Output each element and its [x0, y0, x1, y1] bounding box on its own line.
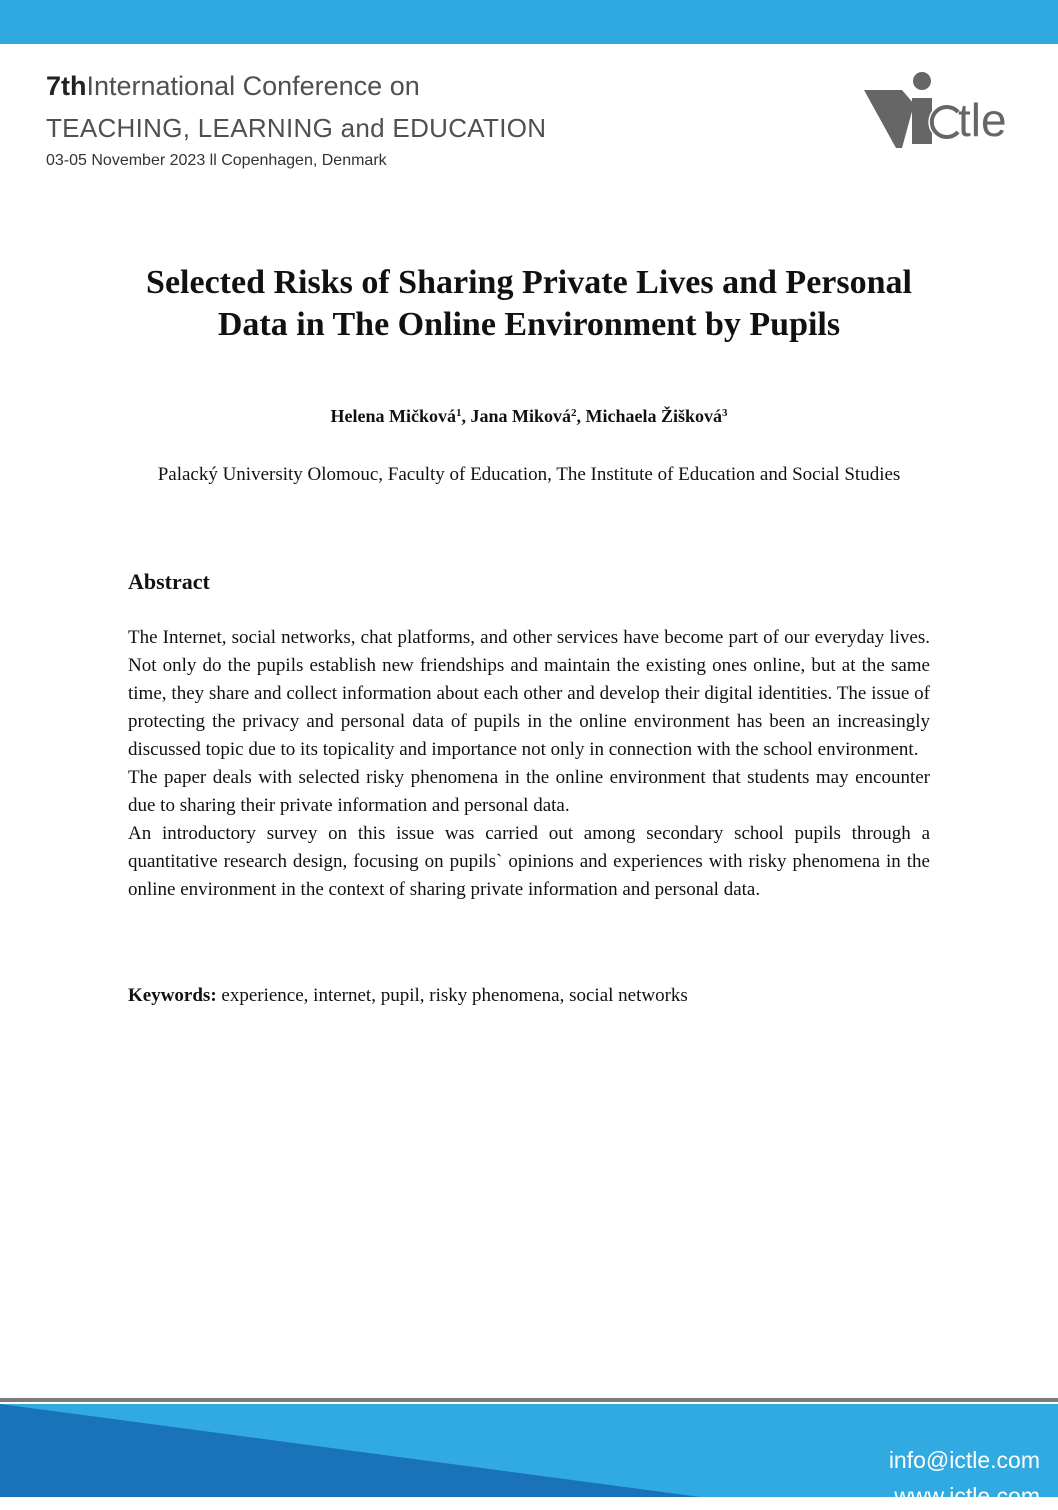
- keywords-list: experience, internet, pupil, risky phenomena, social networks: [221, 985, 688, 1006]
- conference-ordinal: 7th: [46, 71, 87, 101]
- conference-dates-location: 03-05 November 2023 ll Copenhagen, Denmark: [46, 152, 387, 169]
- keywords-label: Keywords:: [128, 985, 217, 1006]
- top-banner-bar: [0, 0, 1058, 44]
- author-name: Jana Miková: [470, 406, 571, 426]
- author-affiliation-index: 2: [570, 407, 577, 419]
- ictle-logo: [862, 70, 1037, 150]
- footer-email[interactable]: info@ictle.com: [888, 1447, 1040, 1473]
- abstract-paragraph: The paper deals with selected risky phenomena in the online environment that students may encounter due to sharing their private information and personal data.: [128, 767, 930, 816]
- author-affiliation: Palacký University Olomouc, Faculty of Education, The Institute of Education and Social Studies: [157, 464, 901, 485]
- author-list: Helena Mičková$^1$, Jana Miková$^2$, Michaela Žišková$^3$: [330, 406, 728, 426]
- abstract-heading: Abstract: [128, 569, 210, 594]
- author-affiliation-index: 3: [722, 407, 728, 419]
- abstract-paragraph: The Internet, social networks, chat platforms, and other services have become part of our everyday lives. Not only do the pupils establish new friendships and maintain the existing ones online, but at the same time, they share and collect information about each other and develop their digital identities. The issue of protecting the privacy and personal data of pupils in the online environment has been an increasingly discussed topic due to its topicality and importance not only in connection with the school environment.: [128, 627, 930, 760]
- author-affiliation-index: 1: [455, 407, 462, 419]
- abstract-paragraph: An introductory survey on this issue was carried out among secondary school pupils through a quantitative research design, focusing on pupils` opinions and experiences with risky phenomena in the online environment in the context of sharing private information and personal data.: [128, 823, 930, 900]
- abstract-body: [128, 624, 930, 904]
- keywords: [128, 982, 688, 1010]
- conference-subtitle: TEACHING, LEARNING and EDUCATION: [46, 113, 547, 143]
- logo-wordmark: tle: [958, 94, 1007, 146]
- paper-title: [100, 262, 958, 346]
- author-name: Helena Mičková: [330, 406, 456, 426]
- author-name: Michaela Žišková: [585, 406, 722, 426]
- footer-website[interactable]: www.ictle.com: [894, 1483, 1040, 1509]
- conference-name: International Conference on: [86, 71, 420, 101]
- paper-title-line-2: Data in The Online Environment by Pupils: [217, 306, 841, 343]
- paper-title-line-1: Selected Risks of Sharing Private Lives and Personal: [146, 264, 912, 301]
- conference-header: [46, 68, 546, 172]
- conference-name-line: [46, 68, 546, 104]
